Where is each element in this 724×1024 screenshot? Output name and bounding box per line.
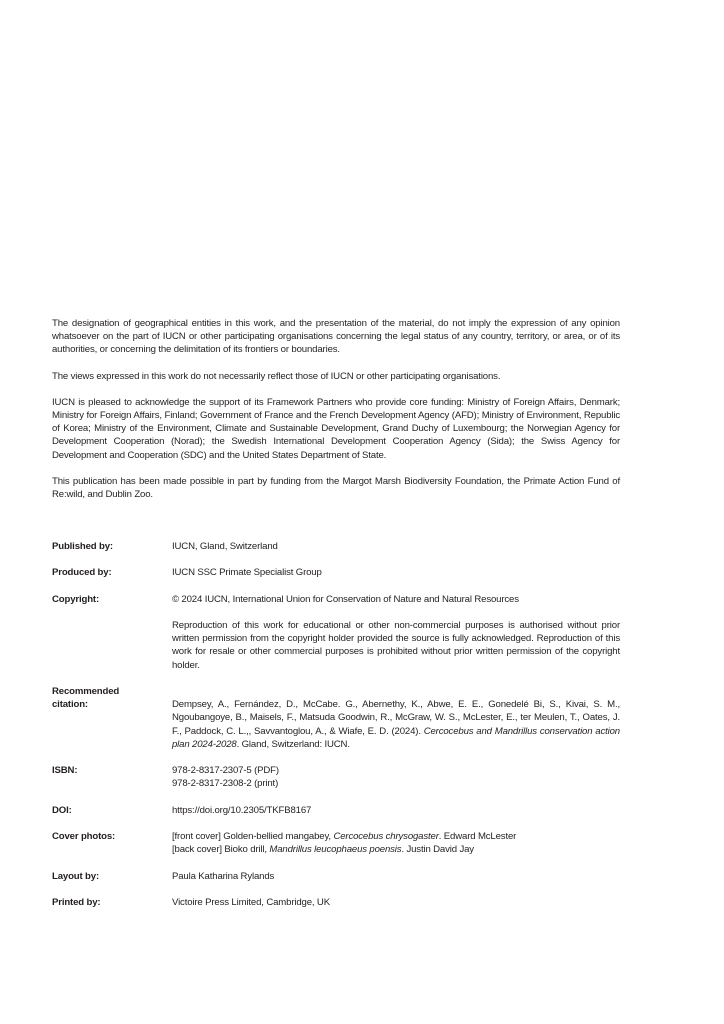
copyright-value: © 2024 IUCN, International Union for Conservation of Nature and Natural Resources: [172, 593, 519, 605]
cover-photos-label: Cover photos:: [52, 831, 116, 843]
front-cover-photographer: . Edward McLester: [438, 831, 517, 843]
copyright-reproduction-terms: Reproduction of this work for educational or other non-commercial purposes is authorised without prior written permission from the copyright holder provided the source is fully acknowledged. Reproduction of this work for resale or other commercial purposes is prohibited without prior written permission of the copyright holder.: [172, 619, 620, 671]
citation-publisher: . Gland, Switzerland: IUCN.: [236, 738, 350, 750]
back-cover-photographer: . Justin David Jay: [401, 844, 474, 856]
legal-disclaimer-section: [52, 317, 620, 514]
doi-row: [52, 804, 620, 817]
doi-value: https://doi.org/10.2305/TKFB8167: [172, 804, 312, 816]
isbn-label: ISBN:: [52, 765, 78, 777]
layout-by-label: Layout by:: [52, 870, 100, 882]
layout-by-value: Paula Katharina Rylands: [172, 870, 275, 882]
isbn-row: [52, 764, 620, 790]
produced-by-row: [52, 566, 620, 579]
framework-partners-acknowledgement: IUCN is pleased to acknowledge the support of its Framework Partners who provide core funding: Ministry of Foreign Affairs, Denmark; Ministry for Foreign Affairs, Finland; Government of France and the French Development Agency (AFD); Ministry of Environment, Republic of Korea; Ministry of the Environment, Climate and Sustainable Development, Grand Duchy of Luxembourg; the Norwegian Agency for Development Cooperation (Norad); the Swedish International Development Cooperation Agency (Sida); the Swiss Agency for Development and Cooperation (SDC) and the United States Department of State.: [52, 396, 620, 461]
views-disclaimer: The views expressed in this work do not necessarily reflect those of IUCN or other participating organisations.: [52, 370, 501, 382]
designation-disclaimer: The designation of geographical entities in this work, and the presentation of the material, do not imply the expression of any opinion whatsoever on the part of IUCN or other participating organisations concerning the legal status of any country, territory, or area, or of its authorities, or concerning the delimitation of its frontiers or boundaries.: [52, 318, 620, 356]
produced-by-label: Produced by:: [52, 567, 112, 579]
citation-value-block: [172, 685, 620, 751]
copyright-row: [52, 593, 620, 672]
copyright-label: Copyright:: [52, 593, 99, 605]
funding-acknowledgement: This publication has been made possible in part by funding from the Margot Marsh Biodiversity Foundation, the Primate Action Fund of Re:wild, and Dublin Zoo.: [52, 475, 620, 501]
layout-by-row: [52, 870, 620, 883]
published-by-label: Published by:: [52, 541, 113, 552]
back-cover-prefix: [back cover] Bioko drill,: [172, 844, 270, 856]
front-cover-credit: [172, 830, 620, 843]
citation-label: [52, 685, 172, 751]
citation-authors: Dempsey, A., Fernández, D., McCabe. G., Abernethy, K., Abwe, E. E., Gonedelé Bi, S., Kivai, S. M., Ngoubangoye, B., Maisels, F., Matsuda Goodwin, R., McGraw, W. S., McLester, E., ter Meulen, T., Oates, J. F., Paddock, C. L.,, Savvantoglou, A., & Wiafe, E. D. (2024).: [172, 699, 620, 737]
printed-by-value: Victoire Press Limited, Cambridge, UK: [172, 897, 330, 909]
published-by-row: [52, 540, 620, 553]
cover-photos-row: [52, 830, 620, 856]
isbn-pdf: 978-2-8317-2307-5 (PDF): [172, 765, 279, 777]
citation-label-line-1: Recommended: [52, 685, 120, 697]
printed-by-label: Printed by:: [52, 897, 101, 909]
isbn-values: [172, 764, 620, 790]
cover-photos-values: [172, 830, 620, 856]
doi-label: DOI:: [52, 804, 72, 816]
publication-details: [52, 540, 620, 909]
citation-row: [52, 685, 620, 751]
front-cover-species: Cercocebus chrysogaster: [333, 831, 439, 843]
back-cover-species: Mandrillus leucophaeus poensis: [269, 844, 402, 856]
citation-text: [172, 698, 620, 751]
printed-by-row: [52, 896, 620, 909]
front-cover-prefix: [front cover] Golden-bellied mangabey,: [172, 831, 334, 843]
copyright-value-block: [172, 593, 620, 672]
published-by-value: IUCN, Gland, Switzerland: [172, 541, 278, 552]
citation-title: Cercocebus and Mandrillus conservation action plan 2024-2028: [172, 725, 620, 750]
citation-label-line-2: citation:: [52, 699, 88, 711]
isbn-print: 978-2-8317-2308-2 (print): [172, 778, 279, 790]
produced-by-value: IUCN SSC Primate Specialist Group: [172, 567, 322, 579]
back-cover-credit: [172, 843, 620, 856]
